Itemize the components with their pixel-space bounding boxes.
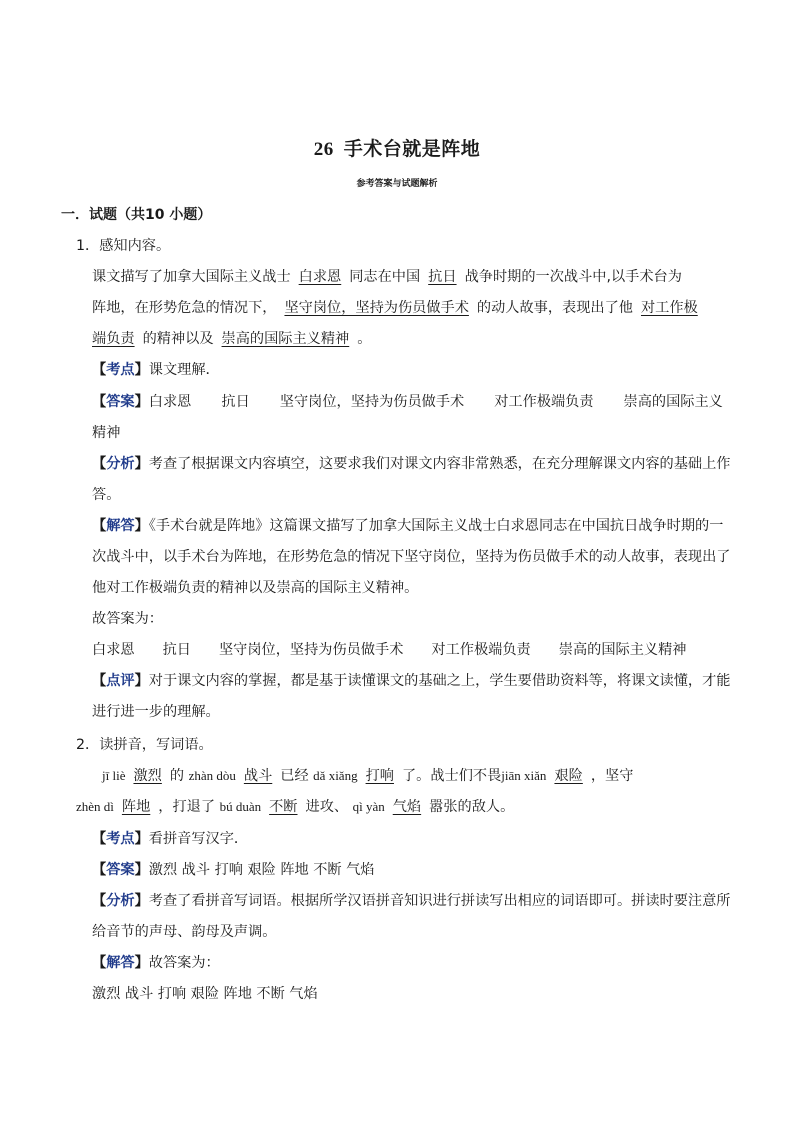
q1-text: 阵地，在形势危急的情况下， — [92, 300, 277, 316]
pinyin: zhàn dòu — [188, 768, 236, 783]
answer-item: 坚守岗位，坚持为伤员做手术 — [218, 642, 404, 658]
jieda-text: 《手术台就是阵地》这篇课文描写了加拿大国际主义战士白求恩同志在中国抗日战争时期的一 — [148, 518, 724, 534]
jieda-tag: 【解答】 — [92, 518, 149, 534]
q1-jieda-cont-1: 次战斗中，以手术台为阵地，在形势危急的情况下坚守岗位，坚持为伤员做手术的动人故事，表现出了 — [92, 549, 731, 565]
answer-text: 激烈 战斗 打响 艰险 阵地 不断 气焰 — [148, 862, 375, 878]
q1-text: 战争时期的一次战斗中,以手术台为 — [464, 269, 682, 285]
answer-item: 崇高的国际主义 — [623, 394, 723, 410]
q2-text: 了。战士们不畏 — [401, 768, 502, 784]
q1-dianping — [92, 671, 731, 691]
q1-blank-4a: 对工作极 — [640, 300, 698, 316]
answer-item: 白求恩 — [92, 642, 135, 658]
q2-jieda — [92, 953, 220, 973]
q1-blank-5: 崇高的国际主义精神 — [221, 331, 350, 347]
q1-heading: 1．感知内容。 — [76, 238, 171, 254]
q1-answer-cont: 精神 — [92, 425, 121, 441]
q2-heading: 2．读拼音，写词语。 — [76, 737, 213, 753]
kaodian-text: 看拼音写汉字． — [148, 831, 249, 847]
q1-blank-4b: 端负责 — [92, 331, 135, 347]
q2-fenxi-cont: 给音节的声母、韵母及声调。 — [92, 924, 277, 940]
answer-item: 崇高的国际主义精神 — [558, 642, 687, 658]
kaodian-tag: 【考点】 — [92, 362, 149, 378]
q1-jieda-cont-2: 他对工作极端负责的精神以及崇高的国际主义精神。 — [92, 580, 419, 596]
answer-item: 抗日 — [162, 642, 191, 658]
q1-line-2 — [92, 298, 706, 318]
q2-text: ，坚守 — [590, 768, 634, 784]
q2-line-2 — [76, 797, 514, 817]
q1-line-3 — [92, 329, 371, 349]
pinyin: jiān xiǎn — [501, 768, 547, 783]
fenxi-tag: 【分析】 — [92, 456, 149, 472]
answer-item: 对工作极端负责 — [494, 394, 594, 410]
fenxi-text: 考查了根据课文内容填空，这要求我们对课文内容非常熟悉，在充分理解课文内容的基础上作 — [148, 456, 731, 472]
q2-blank-3: 打响 — [365, 768, 394, 784]
q1-dianping-cont: 进行进一步的理解。 — [92, 704, 220, 720]
q1-blank-3: 坚守岗位，坚持为伤员做手术 — [284, 300, 469, 316]
q1-gudaan: 故答案为： — [92, 611, 163, 627]
q2-text: 嚣张的敌人。 — [429, 799, 515, 815]
jieda-tag: 【解答】 — [92, 955, 149, 971]
q2-blank-4: 艰险 — [554, 768, 583, 784]
answer-item: 对工作极端负责 — [431, 642, 531, 658]
q2-blank-5: 阵地 — [121, 799, 151, 815]
pinyin: dǎ xiǎng — [313, 768, 358, 783]
kaodian-tag: 【考点】 — [92, 831, 149, 847]
q1-fenxi — [92, 454, 731, 474]
title-number: 26 — [313, 139, 334, 160]
q1-text: 课文描写了加拿大国际主义战士 — [92, 269, 291, 285]
q1-text: 的动人故事，表现出了他 — [476, 300, 633, 316]
q1-text: 的精神以及 — [142, 331, 214, 347]
pinyin: jī liè — [102, 768, 126, 783]
q2-blank-2: 战斗 — [243, 768, 273, 784]
pinyin: bú duàn — [219, 799, 262, 814]
q2-blank-1: 激烈 — [133, 768, 162, 784]
answer-item: 白求恩 — [148, 394, 192, 410]
q2-text: 进攻、 — [305, 799, 349, 815]
dianping-tag: 【点评】 — [92, 673, 149, 689]
answer-tag: 【答案】 — [92, 394, 149, 410]
jieda-text: 故答案为： — [148, 955, 220, 971]
answer-item: 抗日 — [221, 394, 250, 410]
q1-blank-2: 抗日 — [428, 269, 457, 285]
q2-fenxi — [92, 891, 731, 911]
q1-kaodian — [92, 360, 220, 380]
dianping-text: 对于课文内容的掌握，都是基于读懂课文的基础之上，学生要借助资料等，将课文读懂，才能 — [148, 673, 731, 689]
answer-tag: 【答案】 — [92, 862, 149, 878]
pinyin: qì yàn — [352, 799, 385, 814]
page-title — [0, 134, 794, 161]
q1-answer — [92, 392, 723, 412]
section-heading: 一．试题（共10 小题） — [61, 207, 212, 223]
q2-kaodian — [92, 829, 248, 849]
answer-item: 坚守岗位，坚持为伤员做手术 — [279, 394, 465, 410]
fenxi-text: 考查了看拼音写词语。根据所学汉语拼音知识进行拼读写出相应的词语即可。拼读时要注意所 — [148, 893, 731, 909]
q2-final-answer: 激烈 战斗 打响 艰险 阵地 不断 气焰 — [92, 986, 318, 1002]
q1-text: 。 — [357, 331, 372, 347]
q2-text: ，打退了 — [158, 799, 216, 815]
title-text: 手术台就是阵地 — [343, 138, 481, 160]
q1-blank-1: 白求恩 — [298, 269, 342, 285]
q1-jieda — [92, 516, 723, 536]
q2-blank-7: 气焰 — [392, 799, 422, 815]
q2-line-1 — [102, 766, 633, 786]
q1-line-1 — [92, 267, 682, 287]
page-subtitle: 参考答案与试题解析 — [356, 179, 438, 189]
q1-final-answer — [92, 640, 686, 660]
q2-answer — [92, 860, 374, 880]
q1-text: 同志在中国 — [349, 269, 421, 285]
q2-text: 已经 — [280, 768, 309, 784]
kaodian-text: 课文理解． — [148, 362, 220, 378]
q2-text: 的 — [169, 768, 185, 784]
q1-fenxi-cont: 答。 — [92, 487, 121, 503]
q2-blank-6: 不断 — [269, 799, 298, 815]
pinyin: zhèn dì — [76, 799, 114, 814]
fenxi-tag: 【分析】 — [92, 893, 149, 909]
